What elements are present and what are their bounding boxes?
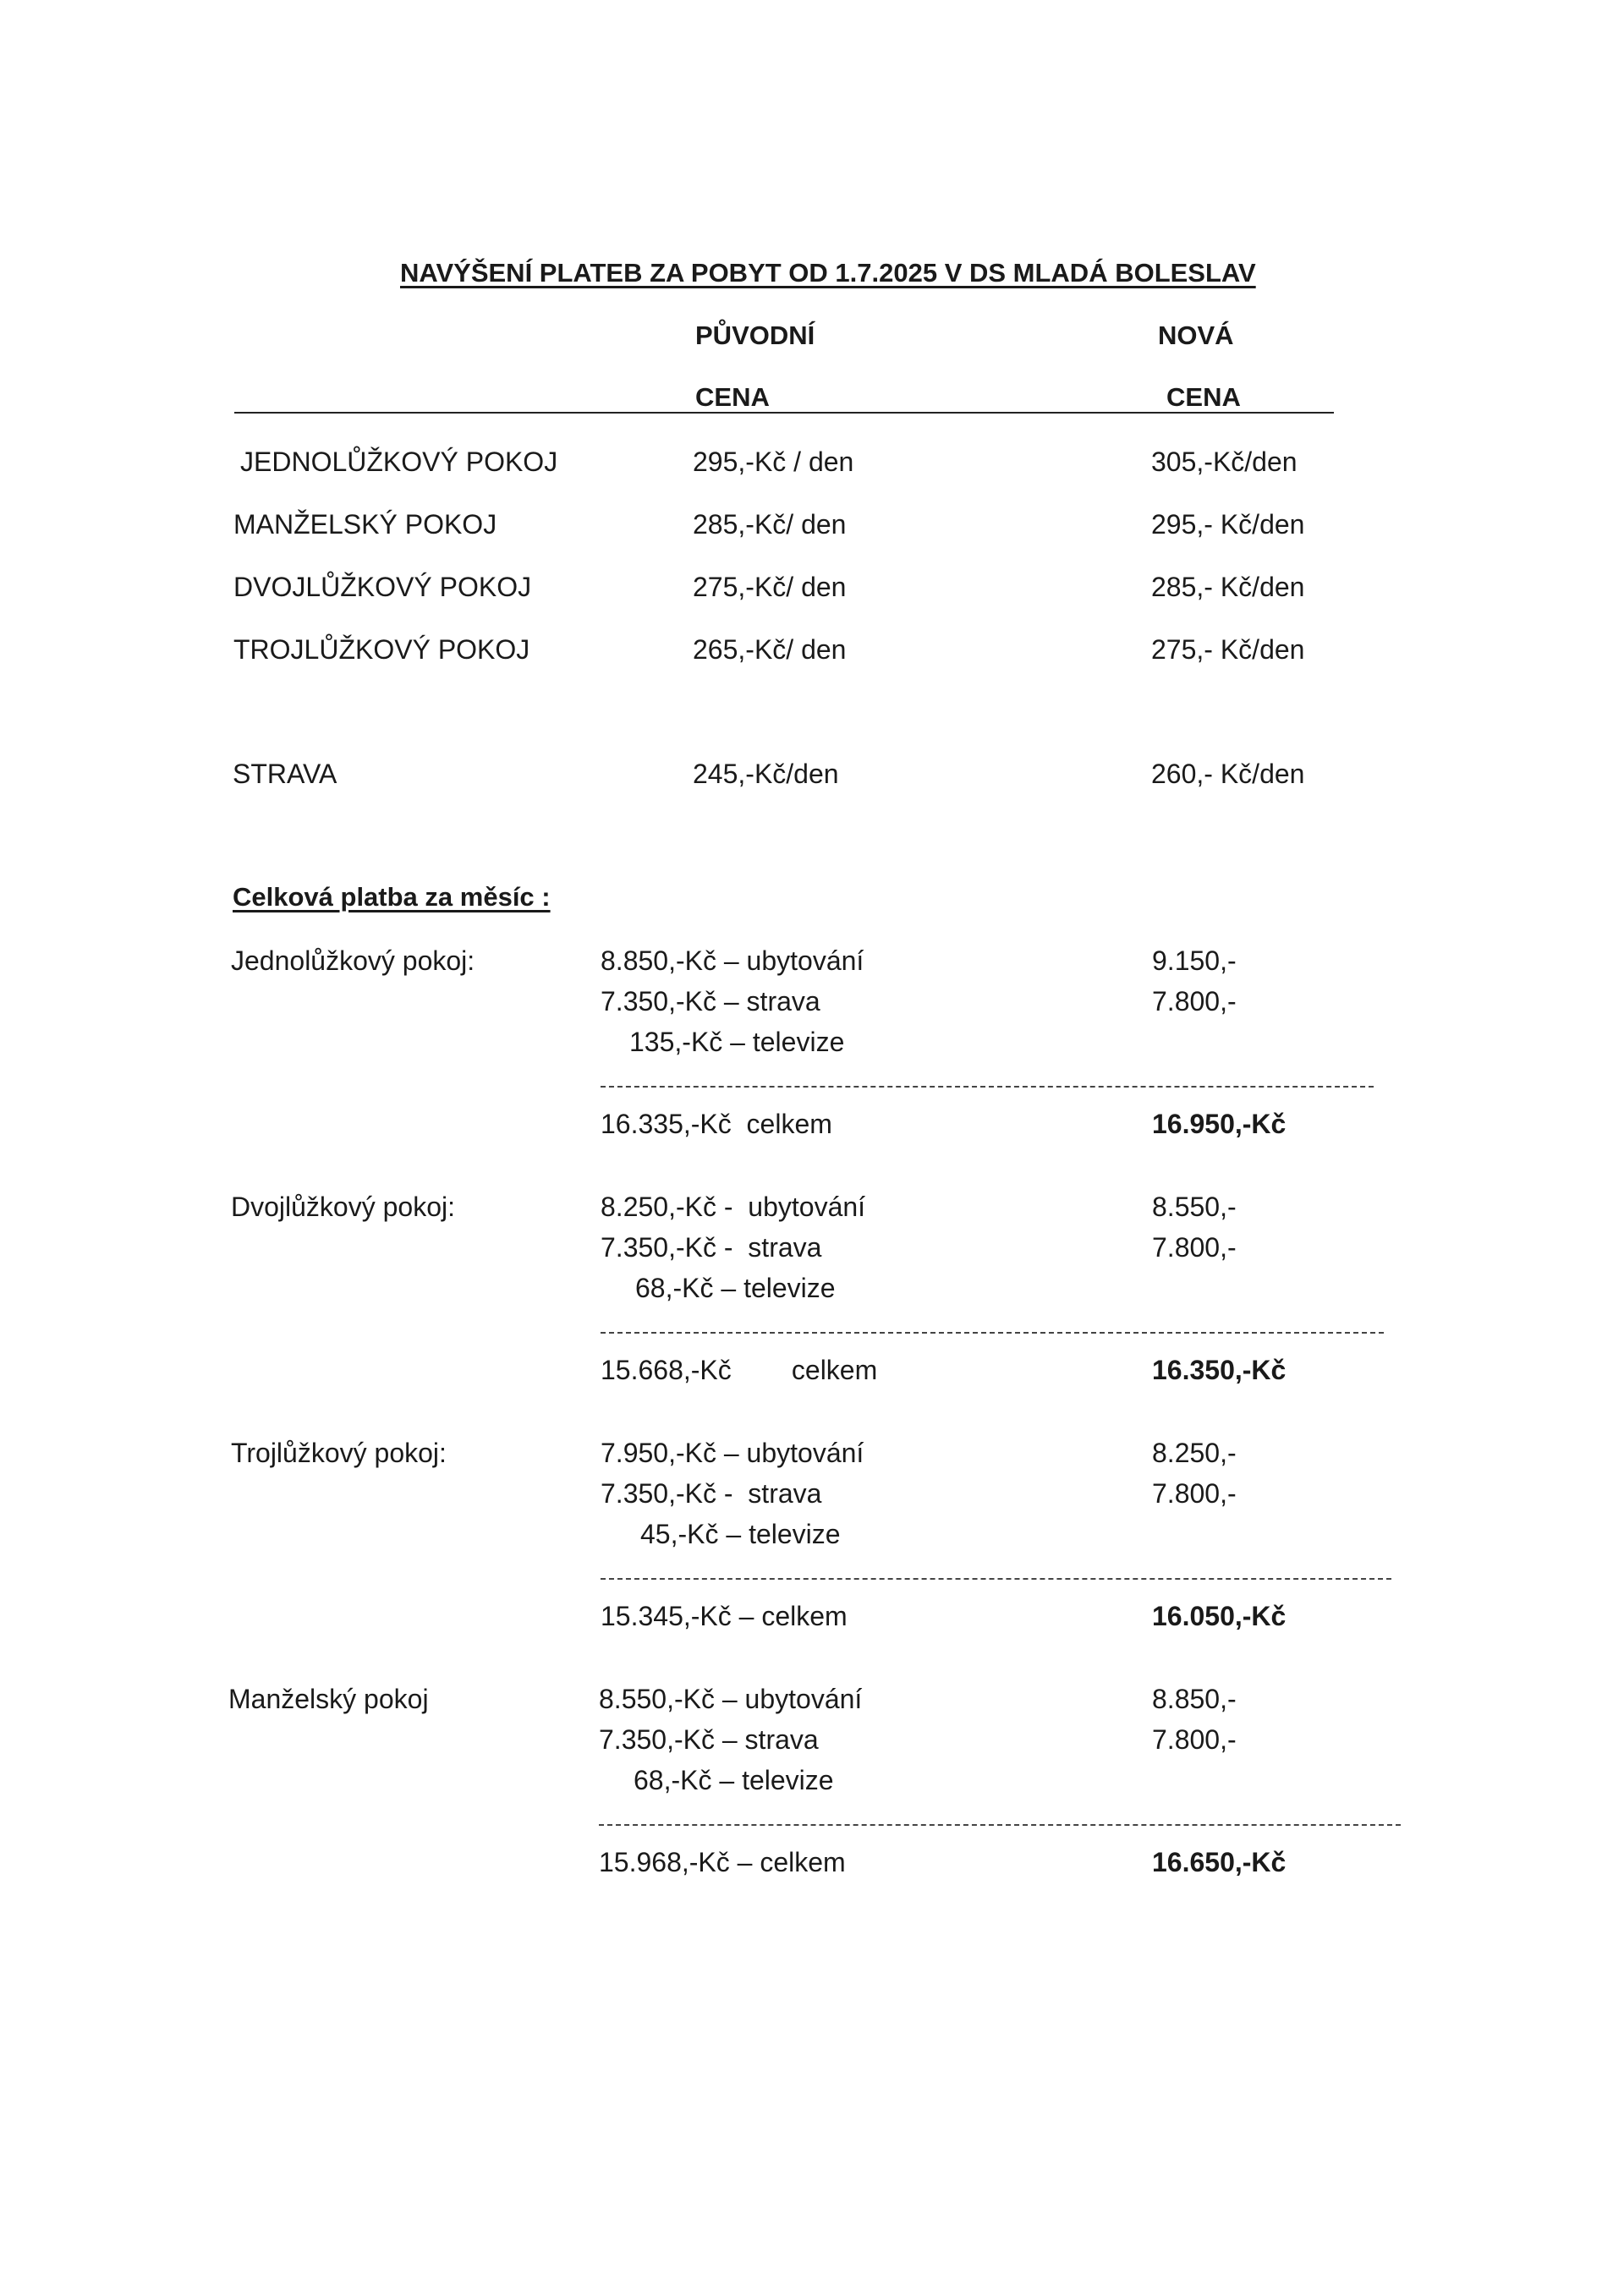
monthly-new-food: 7.800,- xyxy=(1152,1232,1237,1263)
monthly-line-tv: 68,-Kč – televize xyxy=(635,1273,836,1303)
header-old-price-sublabel: CENA xyxy=(695,382,770,412)
monthly-line-tv: 45,-Kč – televize xyxy=(640,1519,841,1549)
monthly-room-label: Trojlůžkový pokoj: xyxy=(231,1438,447,1468)
monthly-room-label: Manželský pokoj xyxy=(228,1684,429,1714)
daily-row-old-price: 295,-Kč / den xyxy=(693,447,854,477)
monthly-room-label: Dvojlůžkový pokoj: xyxy=(231,1192,455,1222)
header-old-price-label: PŮVODNÍ xyxy=(695,321,815,350)
monthly-total-old: 15.968,-Kč – celkem xyxy=(599,1847,846,1877)
monthly-line-accommodation: 8.850,-Kč – ubytování xyxy=(601,945,864,976)
monthly-section-title: Celková platba za měsíc : xyxy=(233,882,551,912)
daily-row-old-price: 265,-Kč/ den xyxy=(693,634,847,665)
daily-row-new-price: 285,- Kč/den xyxy=(1151,572,1305,602)
monthly-new-accommodation: 8.550,- xyxy=(1152,1192,1237,1222)
daily-row-old-price: 285,-Kč/ den xyxy=(693,509,847,540)
monthly-new-food: 7.800,- xyxy=(1152,1478,1237,1509)
daily-row-new-price: 305,-Kč/den xyxy=(1151,447,1298,477)
monthly-line-food: 7.350,-Kč – strava xyxy=(599,1724,819,1755)
monthly-room-label: Jednolůžkový pokoj: xyxy=(231,945,475,976)
header-rule xyxy=(234,412,1334,414)
monthly-line-accommodation: 8.550,-Kč – ubytování xyxy=(599,1684,863,1714)
monthly-line-accommodation: 7.950,-Kč – ubytování xyxy=(601,1438,864,1468)
daily-row-label: JEDNOLŮŽKOVÝ POKOJ xyxy=(240,447,558,477)
sum-divider xyxy=(601,1086,1374,1088)
food-row-old-price: 245,-Kč/den xyxy=(693,759,839,789)
monthly-total-old: 16.335,-Kč celkem xyxy=(601,1109,832,1139)
monthly-new-accommodation: 8.250,- xyxy=(1152,1438,1237,1468)
sum-divider xyxy=(599,1824,1401,1826)
monthly-new-food: 7.800,- xyxy=(1152,986,1237,1016)
monthly-line-tv: 135,-Kč – televize xyxy=(629,1027,845,1057)
monthly-total-new: 16.350,-Kč xyxy=(1152,1355,1287,1385)
page-title: NAVÝŠENÍ PLATEB ZA POBYT OD 1.7.2025 V DS MLADÁ BOLESLAV xyxy=(400,258,1256,288)
monthly-line-tv: 68,-Kč – televize xyxy=(634,1765,834,1795)
sum-divider xyxy=(601,1578,1391,1580)
monthly-new-food: 7.800,- xyxy=(1152,1724,1237,1755)
daily-row-label: DVOJLŮŽKOVÝ POKOJ xyxy=(233,572,532,602)
monthly-total-new: 16.650,-Kč xyxy=(1152,1847,1287,1877)
monthly-total-old: 15.668,-Kč celkem xyxy=(601,1355,878,1385)
monthly-line-accommodation: 8.250,-Kč - ubytování xyxy=(601,1192,866,1222)
monthly-line-food: 7.350,-Kč - strava xyxy=(601,1478,822,1509)
monthly-new-accommodation: 8.850,- xyxy=(1152,1684,1237,1714)
daily-row-old-price: 275,-Kč/ den xyxy=(693,572,847,602)
sum-divider xyxy=(601,1332,1384,1334)
daily-row-new-price: 275,- Kč/den xyxy=(1151,634,1305,665)
food-row-new-price: 260,- Kč/den xyxy=(1151,759,1305,789)
daily-row-label: TROJLŮŽKOVÝ POKOJ xyxy=(233,634,530,665)
monthly-line-food: 7.350,-Kč - strava xyxy=(601,1232,822,1263)
header-new-price-sublabel: CENA xyxy=(1166,382,1241,412)
daily-row-new-price: 295,- Kč/den xyxy=(1151,509,1305,540)
daily-row-label: MANŽELSKÝ POKOJ xyxy=(233,509,497,540)
monthly-total-new: 16.950,-Kč xyxy=(1152,1109,1287,1139)
monthly-total-new: 16.050,-Kč xyxy=(1152,1601,1287,1631)
food-row-label: STRAVA xyxy=(233,759,337,789)
monthly-new-accommodation: 9.150,- xyxy=(1152,945,1237,976)
monthly-line-food: 7.350,-Kč – strava xyxy=(601,986,820,1016)
header-new-price-label: NOVÁ xyxy=(1158,321,1234,350)
monthly-total-old: 15.345,-Kč – celkem xyxy=(601,1601,848,1631)
